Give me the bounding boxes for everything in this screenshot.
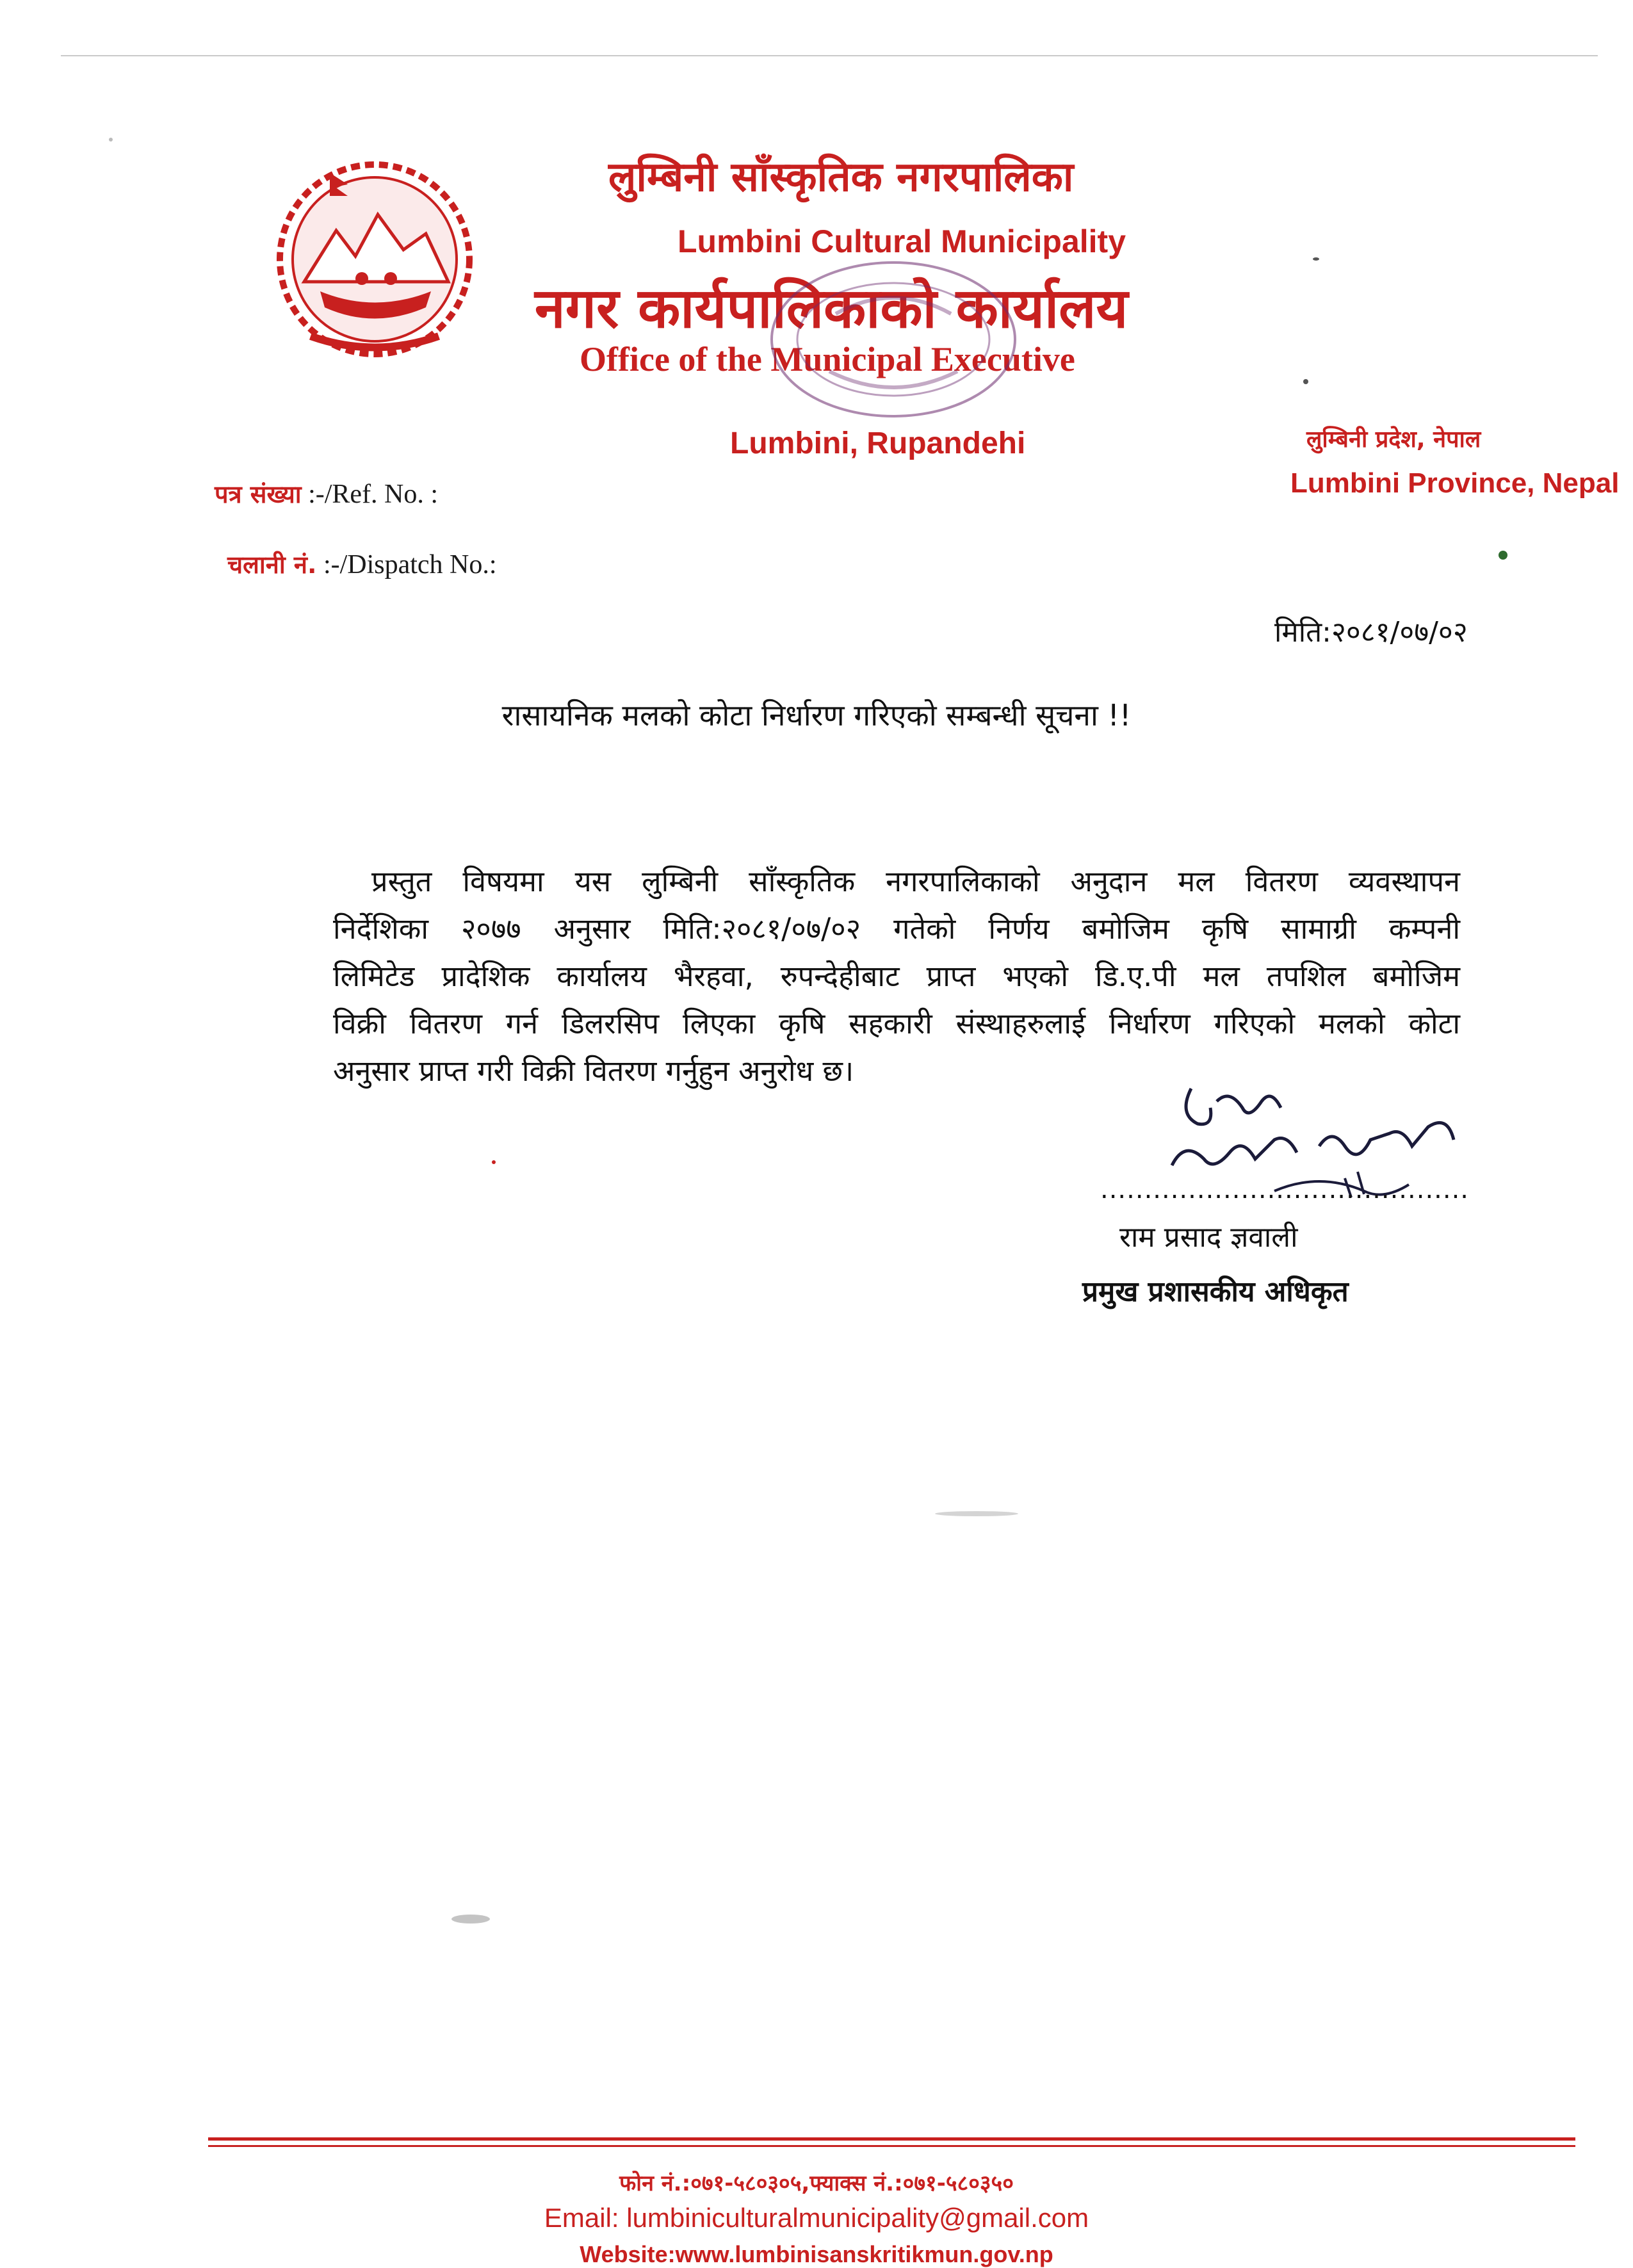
letter-date: मिति:२०८१/०७/०२	[1274, 616, 1468, 649]
ref-label-english: :-/Ref. No. :	[301, 480, 439, 509]
office-name-nepali: नगर कार्यपालिकाको कार्यालय	[535, 277, 1128, 341]
footer-rule	[208, 2145, 1575, 2147]
ref-label: पत्र संख्या	[215, 480, 302, 508]
body-line: विक्री वितरण गर्न डिलरसिप लिएका कृषि सहकारी संस्थाहरुलाई निर्धारण गरिएको मलको कोटा	[333, 1007, 1460, 1041]
office-seal-stamp	[759, 243, 1028, 435]
scan-speck	[1313, 257, 1319, 261]
body-line: प्रस्तुत विषयमा यस लुम्बिनी साँस्कृतिक नगरपालिकाको अनुदान मल वितरण व्यवस्थापन	[371, 864, 1460, 898]
footer-email: Email: lumbiniculturalmunicipality@gmail.com	[544, 2203, 1089, 2233]
office-location: Lumbini, Rupandehi	[730, 426, 1026, 460]
scan-edge-line	[61, 55, 1598, 56]
province-english: Lumbini Province, Nepal	[1290, 467, 1620, 499]
dispatch-number	[227, 547, 497, 581]
body-line: लिमिटेड प्रादेशिक कार्यालय भैरहवा, रुपन्देहीबाट प्राप्त भएको डि.ए.पी मल तपशिल बमोजिम	[333, 959, 1460, 993]
scan-speck	[935, 1511, 1018, 1516]
signatory-title: प्रमुख प्रशासकीय अधिकृत	[1082, 1276, 1349, 1308]
scan-speck	[1499, 551, 1507, 560]
body-line: अनुसार प्राप्त गरी विक्री वितरण गर्नुहुन अनुरोध छ।	[333, 1054, 854, 1088]
scan-speck	[492, 1160, 496, 1164]
handwritten-signature	[1153, 1063, 1486, 1229]
scan-speck	[451, 1915, 490, 1924]
footer-website: Website:www.lumbinisanskritikmun.gov.np	[580, 2241, 1053, 2267]
notice-subject: रासायनिक मलको कोटा निर्धारण गरिएको सम्बन्धी सूचना !!	[501, 698, 1132, 733]
signatory-name: राम प्रसाद ज्ञवाली	[1119, 1221, 1298, 1254]
dispatch-label-english: :-/Dispatch No.:	[316, 550, 497, 579]
body-line: निर्देशिका २०७७ अनुसार मिति:२०८१/०७/०२ गतेको निर्णय बमोजिम कृषि सामाग्री कम्पनी	[333, 912, 1460, 946]
footer-phone-fax: फोन नं.:०७१-५८०३०५,फ्याक्स नं.:०७१-५८०३५०	[619, 2171, 1014, 2196]
footer-rule	[208, 2137, 1575, 2141]
scan-speck	[109, 138, 113, 142]
office-name-english: Office of the Municipal Executive	[580, 340, 1075, 378]
province-nepali: लुम्बिनी प्रदेश, नेपाल	[1306, 426, 1481, 453]
municipality-name-nepali: लुम्बिनी साँस्कृतिक नगरपालिका	[608, 154, 1074, 201]
nepal-emblem-icon	[266, 154, 483, 371]
signature-line: ..........................................	[1100, 1175, 1470, 1204]
dispatch-label: चलानी नं.	[227, 551, 317, 579]
municipality-name-english: Lumbini Cultural Municipality	[678, 223, 1126, 259]
notice-body	[333, 858, 1460, 1095]
scan-speck	[1303, 379, 1308, 384]
reference-number	[215, 477, 438, 510]
